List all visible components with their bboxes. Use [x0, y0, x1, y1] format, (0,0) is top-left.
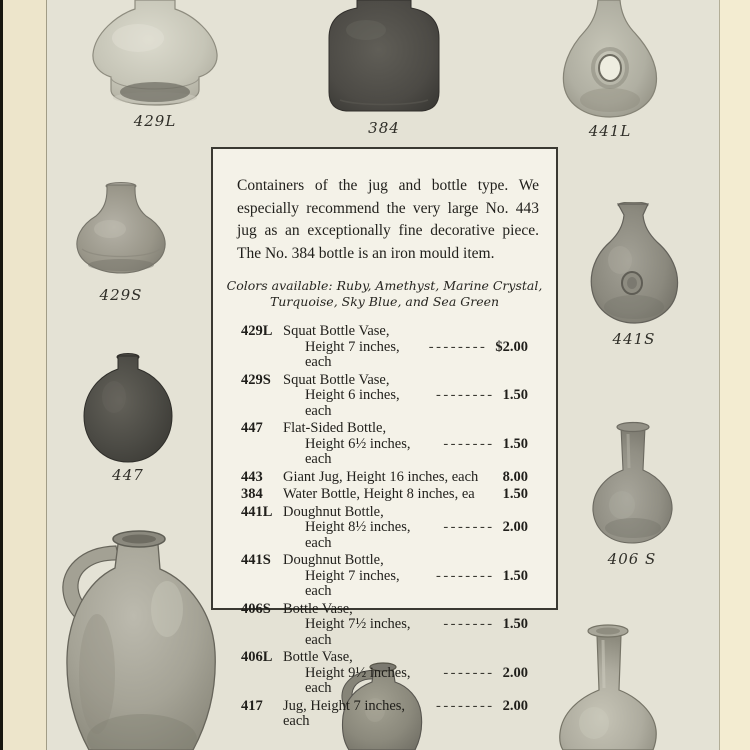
item-code: 429S: [241, 371, 271, 388]
item-desc: Jug, Height 7 inches, each: [283, 697, 406, 729]
item-code: 417: [241, 697, 263, 714]
figure-label-429s: 429S: [99, 286, 143, 304]
item-price: 2.00: [502, 664, 528, 681]
item-desc: Doughnut Bottle,: [283, 552, 384, 568]
item-desc-2: Height 7 inches, each: [305, 567, 400, 599]
binding-strip-left: [3, 0, 47, 750]
item-price: $2.00: [495, 338, 528, 355]
photo-447: [82, 349, 174, 465]
item-desc-2: Height 7½ inches, each: [305, 616, 411, 648]
dash-leader: --------: [428, 338, 488, 355]
photo-429s: [74, 181, 168, 283]
item-desc: Doughnut Bottle,: [283, 503, 384, 520]
item-desc: Bottle Vase,: [283, 600, 353, 617]
item-desc-2: Height 6½ inches, each: [305, 435, 411, 467]
dash-leader: -------: [443, 435, 495, 452]
intro-paragraph: Containers of the jug and bottle type. We especially recommend the very large No. 443 jug as an exceptionally fine decorative piece. The No. 384 bottle is an iron mould item.: [237, 177, 539, 262]
colors-line-1: Colors available: Ruby, Amethyst, Marine Crystal,: [226, 278, 543, 293]
item-price: 1.50: [502, 435, 528, 452]
binding-strip-right: [719, 0, 750, 750]
item-desc-2: Height 7 inches, each: [305, 338, 400, 370]
item-desc: Water Bottle, Height 8 inches, ea: [283, 486, 475, 502]
item-code: 441S: [241, 552, 271, 568]
item-desc: Flat-Sided Bottle,: [283, 420, 387, 436]
item-price: 8.00: [502, 468, 528, 485]
dash-leader: --------: [435, 567, 495, 584]
photo-443: [52, 524, 228, 750]
info-panel: [211, 147, 558, 729]
photo-441s: [586, 202, 682, 328]
item-desc-2: Height 8½ inches, each: [305, 519, 411, 551]
price-item-384: [241, 487, 528, 503]
jug-443-image: [52, 524, 228, 750]
dash-leader: -------: [443, 519, 495, 535]
item-desc-2: Height 9½ inches, each: [305, 664, 411, 696]
price-item-429l: [241, 324, 528, 371]
item-desc-2: Height 6 inches, each: [305, 387, 400, 419]
price-item-441s: [241, 553, 528, 600]
photo-406l: [552, 618, 664, 750]
bottle-406s-image: [588, 420, 676, 548]
bottle-429s-image: [74, 181, 168, 283]
price-item-447: [241, 421, 528, 468]
item-desc: Squat Bottle Vase,: [283, 323, 390, 339]
price-list: [241, 324, 528, 730]
price-item-406l: [241, 650, 528, 697]
item-code: 429L: [241, 323, 273, 339]
bottle-384-image: [326, 0, 442, 114]
colors-available-note: [223, 278, 546, 309]
price-item-441l: [241, 505, 528, 552]
item-desc: Bottle Vase,: [283, 649, 353, 665]
item-price: 1.50: [502, 567, 528, 584]
photo-384: [326, 0, 442, 114]
item-code: 443: [241, 468, 263, 485]
price-item-406s: [241, 602, 528, 649]
bottle-406l-image: [552, 618, 664, 750]
item-price: 2.00: [502, 697, 528, 714]
item-code: 406L: [241, 649, 273, 665]
price-item-417: [241, 699, 528, 730]
item-code: 441L: [241, 503, 273, 520]
photo-429l: [88, 0, 222, 108]
figure-label-429l: 429L: [133, 112, 177, 130]
bottle-429l-image: [88, 0, 222, 108]
price-item-443: [241, 470, 528, 486]
item-price: 1.50: [502, 616, 528, 632]
item-price: 2.00: [502, 519, 528, 535]
photo-441l: [560, 0, 660, 120]
photo-406s: [588, 420, 676, 548]
bottle-441l-image: [560, 0, 660, 120]
item-code: 406S: [241, 600, 271, 617]
item-code: 447: [241, 420, 263, 436]
dash-leader: -------: [443, 664, 495, 681]
bottle-447-image: [82, 349, 174, 465]
dash-leader: --------: [435, 387, 495, 403]
figure-label-447: 447: [112, 466, 144, 484]
item-desc: Giant Jug, Height 16 inches, each: [283, 468, 479, 485]
item-desc: Squat Bottle Vase,: [283, 371, 390, 388]
figure-label-441l: 441L: [588, 122, 632, 140]
price-item-429s: [241, 373, 528, 420]
item-price: 1.50: [502, 387, 528, 403]
figure-label-406s: 406 S: [607, 550, 657, 568]
dash-leader: --------: [435, 697, 495, 714]
colors-line-2: Turquoise, Sky Blue, and Sea Green: [269, 293, 500, 309]
bottle-441s-image: [586, 202, 682, 328]
figure-label-441s: 441S: [612, 330, 656, 348]
figure-label-384: 384: [368, 119, 400, 137]
item-price: 1.50: [502, 486, 528, 502]
item-code: 384: [241, 486, 263, 502]
dash-leader: -------: [443, 616, 495, 632]
